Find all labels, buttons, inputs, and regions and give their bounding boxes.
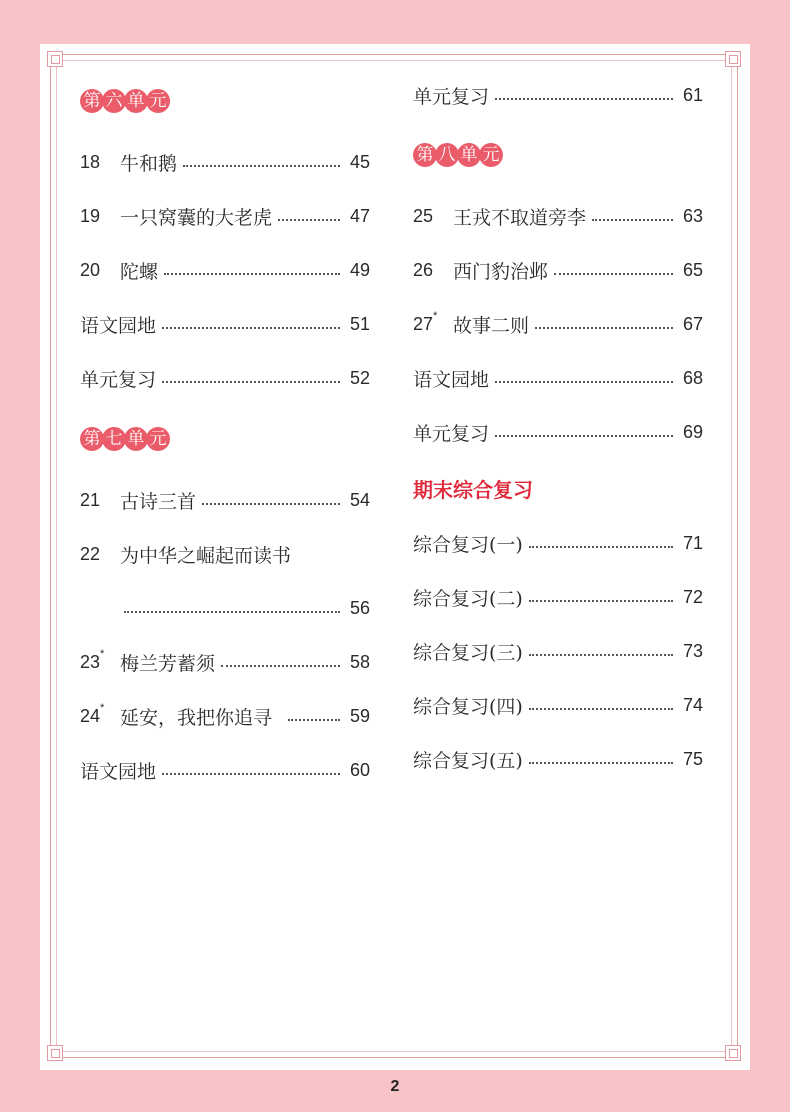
unit-heading-char: 元: [146, 89, 170, 113]
frame-corner-ornament: [725, 51, 741, 67]
lesson-title: 陀螺: [120, 260, 159, 283]
page-ref: 74: [682, 694, 703, 715]
page-ref: 59: [349, 705, 370, 726]
lesson-title: 语文园地: [80, 314, 157, 337]
leader-dots: [278, 218, 340, 221]
page-ref: 52: [349, 367, 370, 388]
lesson-number: 20: [80, 259, 101, 280]
toc-entry[interactable]: [413, 202, 703, 230]
unit-heading-char: 六: [102, 89, 126, 113]
lesson-title: 为中华之崛起而读书: [120, 544, 292, 567]
toc-entry[interactable]: [80, 364, 370, 392]
unit-heading-char: 八: [435, 143, 459, 167]
page-ref: 51: [349, 313, 370, 334]
page-ref: 54: [349, 489, 370, 510]
leader-dots: [183, 164, 340, 167]
page-ref: 56: [349, 597, 370, 618]
leader-dots: [288, 718, 340, 721]
leader-dots: [202, 502, 340, 505]
lesson-title: 单元复习: [413, 85, 490, 108]
lesson-title: 综合复习(三): [413, 641, 523, 664]
leader-dots: [162, 772, 340, 775]
leader-dots: [535, 326, 673, 329]
frame-corner-ornament: [47, 51, 63, 67]
toc-entry[interactable]: [80, 756, 370, 784]
page-ref: 63: [682, 205, 703, 226]
leader-dots: [221, 664, 340, 667]
leader-dots: [495, 434, 673, 437]
page-ref: 68: [682, 367, 703, 388]
toc-entry[interactable]: [413, 529, 703, 557]
page-ref: 71: [682, 532, 703, 553]
lesson-title: 延安，我把你追寻: [120, 706, 273, 729]
toc-entry[interactable]: [413, 583, 703, 611]
unit-heading-char: 元: [146, 427, 170, 451]
page-ref: 61: [682, 84, 703, 105]
toc-entry[interactable]: [80, 202, 370, 230]
lesson-number: 22: [80, 543, 101, 564]
lesson-number: 21: [80, 489, 101, 510]
lesson-number: 18: [80, 151, 101, 172]
toc-entry[interactable]: [413, 745, 703, 773]
unit-heading-char: 单: [124, 89, 148, 113]
final-review-heading: 期末综合复习: [413, 478, 533, 502]
leader-dots: [529, 707, 673, 710]
toc-entry[interactable]: [80, 648, 370, 676]
page-ref: 73: [682, 640, 703, 661]
lesson-title: 语文园地: [80, 760, 157, 783]
frame-corner-ornament: [47, 1045, 63, 1061]
toc-entry-continuation[interactable]: [124, 594, 370, 622]
toc-entry[interactable]: [413, 256, 703, 284]
toc-entry[interactable]: [80, 256, 370, 284]
leader-dots: [592, 218, 673, 221]
lesson-title: 综合复习(一): [413, 533, 523, 556]
unit-heading-char: 第: [413, 143, 437, 167]
lesson-title: 梅兰芳蓄须: [120, 652, 216, 675]
lesson-title: 单元复习: [413, 422, 490, 445]
leader-dots: [529, 599, 673, 602]
frame-corner-ornament: [725, 1045, 741, 1061]
unit-heading-char: 元: [479, 143, 503, 167]
lesson-title: 古诗三首: [120, 490, 197, 513]
leader-dots: [529, 761, 673, 764]
leader-dots: [162, 326, 340, 329]
page-ref: 72: [682, 586, 703, 607]
leader-dots: [495, 380, 673, 383]
lesson-number: 19: [80, 205, 101, 226]
toc-entry[interactable]: [80, 148, 370, 176]
page-ref: 67: [682, 313, 703, 334]
lesson-title: 综合复习(二): [413, 587, 523, 610]
lesson-title: 一只窝囊的大老虎: [120, 206, 273, 229]
lesson-title: 语文园地: [413, 368, 490, 391]
lesson-title: 牛和鹅: [120, 152, 178, 175]
lesson-title: 故事二则: [453, 314, 530, 337]
page-ref: 58: [349, 651, 370, 672]
toc-entry[interactable]: [413, 81, 703, 109]
toc-entry[interactable]: [413, 364, 703, 392]
lesson-title: 综合复习(五): [413, 749, 523, 772]
page-ref: 45: [349, 151, 370, 172]
page-ref: 75: [682, 748, 703, 769]
lesson-title: 综合复习(四): [413, 695, 523, 718]
lesson-number: 27 *: [413, 309, 438, 334]
toc-entry[interactable]: [413, 691, 703, 719]
page-ref: 60: [349, 759, 370, 780]
leader-dots: [554, 272, 673, 275]
lesson-number: 25: [413, 205, 434, 226]
unit-heading-char: 第: [80, 89, 104, 113]
lesson-title: 王戎不取道旁李: [453, 206, 587, 229]
leader-dots: [529, 545, 673, 548]
leader-dots: [164, 272, 340, 275]
unit8-heading: [413, 138, 523, 172]
unit-heading-char: 单: [124, 427, 148, 451]
page-ref: 65: [682, 259, 703, 280]
page-ref: 69: [682, 421, 703, 442]
leader-dots: [162, 380, 340, 383]
leader-dots: [529, 653, 673, 656]
toc-entry[interactable]: [80, 540, 370, 568]
leader-dots: [124, 610, 340, 613]
toc-entry[interactable]: [413, 637, 703, 665]
unit-heading-char: 单: [457, 143, 481, 167]
leader-dots: [495, 97, 673, 100]
lesson-number: 26: [413, 259, 434, 280]
unit-heading-char: 七: [102, 427, 126, 451]
unit7-heading: [80, 422, 190, 456]
lesson-title: 单元复习: [80, 368, 157, 391]
lesson-number: 23 *: [80, 647, 105, 672]
page-ref: 49: [349, 259, 370, 280]
toc-entry[interactable]: [413, 418, 703, 446]
toc-entry[interactable]: [80, 702, 370, 730]
lesson-number: 24 *: [80, 701, 105, 726]
toc-entry[interactable]: [80, 486, 370, 514]
toc-entry[interactable]: [413, 310, 703, 338]
page-number: 2: [390, 1078, 400, 1095]
toc-entry[interactable]: [80, 310, 370, 338]
page-ref: 47: [349, 205, 370, 226]
unit6-heading: [80, 84, 190, 118]
lesson-title: 西门豹治邺: [453, 260, 549, 283]
unit-heading-char: 第: [80, 427, 104, 451]
